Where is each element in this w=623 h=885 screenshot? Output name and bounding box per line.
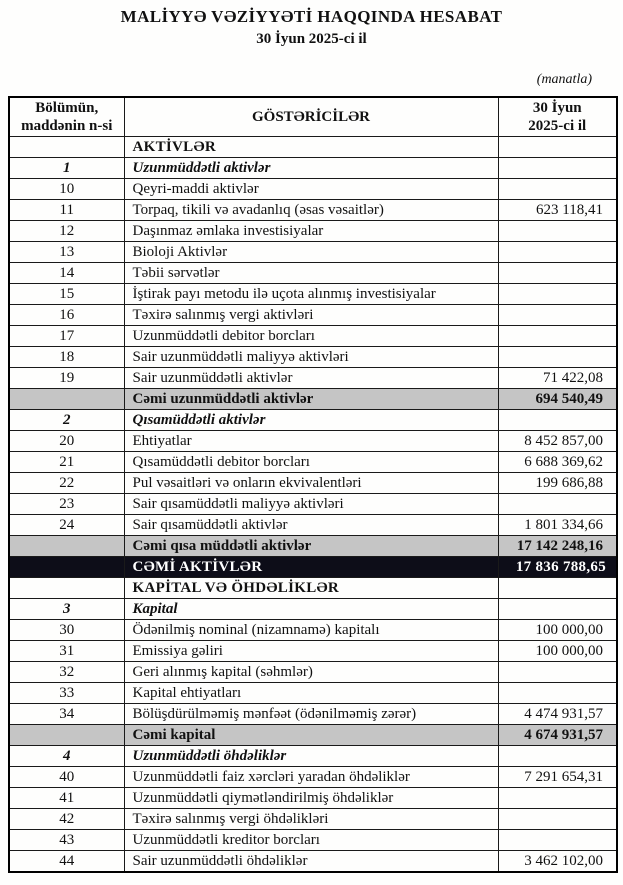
row-value-cell — [498, 221, 617, 242]
table-row — [9, 452, 617, 473]
row-value-cell — [498, 599, 617, 620]
col-header-indicators-label: GÖSTƏRİCİLƏR — [251, 109, 371, 125]
table-row — [9, 368, 617, 389]
row-number-cell: 31 — [9, 641, 124, 662]
col-header-period-line1: 30 İyun — [532, 100, 582, 116]
row-value-cell — [498, 746, 617, 767]
row-value-cell: 7 291 654,31 — [498, 767, 617, 788]
row-label-cell: Emissiya gəliri — [124, 641, 498, 662]
row-value-cell: 100 000,00 — [498, 620, 617, 641]
row-number-cell: 13 — [9, 242, 124, 263]
table-row — [9, 326, 617, 347]
table-row — [9, 221, 617, 242]
row-number-cell: 20 — [9, 431, 124, 452]
col-header-section-line1: Bölümün, — [35, 100, 99, 116]
table-row — [9, 662, 617, 683]
row-value-cell — [498, 347, 617, 368]
row-label-cell: Kapital ehtiyatları — [124, 683, 498, 704]
row-value-cell — [498, 284, 617, 305]
row-value-cell: 17 142 248,16 — [498, 536, 617, 557]
table-row — [9, 389, 617, 410]
row-value-cell: 4 474 931,57 — [498, 704, 617, 725]
table-row — [9, 704, 617, 725]
table-row — [9, 431, 617, 452]
row-value-cell: 8 452 857,00 — [498, 431, 617, 452]
row-value-cell — [498, 242, 617, 263]
row-value-cell: 199 686,88 — [498, 473, 617, 494]
financial-position-table — [8, 96, 618, 873]
row-number-cell: 2 — [9, 410, 124, 431]
col-header-period — [498, 97, 617, 137]
row-number-cell: 15 — [9, 284, 124, 305]
table-row — [9, 347, 617, 368]
row-value-cell: 1 801 334,66 — [498, 515, 617, 536]
row-number-cell: 12 — [9, 221, 124, 242]
row-number-cell: 19 — [9, 368, 124, 389]
table-row — [9, 536, 617, 557]
row-value-cell — [498, 137, 617, 158]
row-value-cell: 623 118,41 — [498, 200, 617, 221]
row-label-cell: Uzunmüddətli öhdəliklər — [124, 746, 498, 767]
row-label-cell: Qeyri-maddi aktivlər — [124, 179, 498, 200]
row-number-cell: 21 — [9, 452, 124, 473]
row-label-cell: Ehtiyatlar — [124, 431, 498, 452]
row-label-cell: Uzunmüddətli qiymətləndirilmiş öhdəliklər — [124, 788, 498, 809]
table-row — [9, 473, 617, 494]
table-row — [9, 746, 617, 767]
row-value-cell: 100 000,00 — [498, 641, 617, 662]
row-label-cell: Geri alınmış kapital (səhmlər) — [124, 662, 498, 683]
row-number-cell — [9, 389, 124, 410]
row-label-cell: Kapital — [124, 599, 498, 620]
header-row — [9, 97, 617, 137]
row-label-cell: Sair uzunmüddətli öhdəliklər — [124, 851, 498, 873]
row-label-cell: Bölüşdürülməmiş mənfəət (ödənilməmiş zərər) — [124, 704, 498, 725]
report-date: 30 İyun 2025-ci il — [256, 31, 367, 47]
row-label-cell: Təbii sərvətlər — [124, 263, 498, 284]
row-number-cell: 1 — [9, 158, 124, 179]
row-number-cell: 3 — [9, 599, 124, 620]
row-number-cell: 43 — [9, 830, 124, 851]
row-label-cell: Uzunmüddətli faiz xərcləri yaradan öhdəliklər — [124, 767, 498, 788]
row-label-cell: İştirak payı metodu ilə uçota alınmış investisiyalar — [124, 284, 498, 305]
row-number-cell — [9, 725, 124, 746]
table-row — [9, 515, 617, 536]
row-label-cell: Uzunmüddətli kreditor borcları — [124, 830, 498, 851]
table-row — [9, 641, 617, 662]
row-number-cell: 11 — [9, 200, 124, 221]
col-header-section-line2: maddənin n-si — [21, 118, 113, 134]
row-label-cell: Sair qısamüddətli maliyyə aktivləri — [124, 494, 498, 515]
row-number-cell — [9, 578, 124, 599]
table-row — [9, 137, 617, 158]
row-number-cell: 41 — [9, 788, 124, 809]
row-label-cell: Uzunmüddətli aktivlər — [124, 158, 498, 179]
row-value-cell: 3 462 102,00 — [498, 851, 617, 873]
report-table-body — [9, 137, 617, 873]
row-value-cell — [498, 662, 617, 683]
row-number-cell: 18 — [9, 347, 124, 368]
table-row — [9, 683, 617, 704]
report-title: MALİYYƏ VƏZİYYƏTİ HAQQINDA HESABAT — [120, 7, 503, 26]
table-row — [9, 410, 617, 431]
row-label-cell: Sair uzunmüddətli maliyyə aktivləri — [124, 347, 498, 368]
row-value-cell — [498, 809, 617, 830]
table-row — [9, 242, 617, 263]
row-value-cell — [498, 494, 617, 515]
row-value-cell — [498, 578, 617, 599]
row-value-cell: 6 688 369,62 — [498, 452, 617, 473]
row-label-cell: Təxirə salınmış vergi öhdəlikləri — [124, 809, 498, 830]
row-value-cell: 17 836 788,65 — [498, 557, 617, 578]
row-number-cell: 34 — [9, 704, 124, 725]
row-label-cell: Uzunmüddətli debitor borcları — [124, 326, 498, 347]
row-value-cell: 4 674 931,57 — [498, 725, 617, 746]
col-header-period-line2: 2025-ci il — [528, 118, 587, 134]
row-number-cell — [9, 557, 124, 578]
row-value-cell — [498, 179, 617, 200]
row-number-cell: 30 — [9, 620, 124, 641]
row-number-cell: 40 — [9, 767, 124, 788]
row-number-cell: 16 — [9, 305, 124, 326]
row-value-cell — [498, 788, 617, 809]
row-label-cell: Ödənilmiş nominal (nizamnamə) kapitalı — [124, 620, 498, 641]
row-label-cell: Qısamüddətli debitor borcları — [124, 452, 498, 473]
row-number-cell: 4 — [9, 746, 124, 767]
row-label-cell: Cəmi kapital — [124, 725, 498, 746]
row-label-cell: Pul vəsaitləri və onların ekvivalentləri — [124, 473, 498, 494]
table-row — [9, 851, 617, 873]
row-label-cell: Sair uzunmüddətli aktivlər — [124, 368, 498, 389]
row-number-cell: 24 — [9, 515, 124, 536]
row-label-cell: Qısamüddətli aktivlər — [124, 410, 498, 431]
table-row — [9, 494, 617, 515]
row-number-cell: 42 — [9, 809, 124, 830]
table-row — [9, 305, 617, 326]
row-value-cell — [498, 305, 617, 326]
row-label-cell: Cəmi qısa müddətli aktivlər — [124, 536, 498, 557]
table-row — [9, 200, 617, 221]
table-row — [9, 599, 617, 620]
table-row — [9, 809, 617, 830]
table-row — [9, 557, 617, 578]
table-header — [9, 97, 617, 137]
row-label-cell: AKTİVLƏR — [124, 137, 498, 158]
col-header-indicators — [124, 97, 498, 137]
currency-note: (manatla) — [536, 72, 592, 87]
row-number-cell: 44 — [9, 851, 124, 873]
row-number-cell: 17 — [9, 326, 124, 347]
table-row — [9, 788, 617, 809]
table-row — [9, 284, 617, 305]
row-number-cell: 22 — [9, 473, 124, 494]
table-row — [9, 725, 617, 746]
table-row — [9, 578, 617, 599]
row-label-cell: Sair qısamüddətli aktivlər — [124, 515, 498, 536]
row-label-cell: Daşınmaz əmlaka investisiyalar — [124, 221, 498, 242]
row-number-cell: 33 — [9, 683, 124, 704]
table-row — [9, 830, 617, 851]
row-label-cell: CƏMİ AKTİVLƏR — [124, 557, 498, 578]
row-number-cell: 10 — [9, 179, 124, 200]
row-label-cell: KAPİTAL VƏ ÖHDƏLİKLƏR — [124, 578, 498, 599]
table-row — [9, 179, 617, 200]
row-value-cell — [498, 158, 617, 179]
row-value-cell — [498, 263, 617, 284]
row-value-cell: 71 422,08 — [498, 368, 617, 389]
row-label-cell: Torpaq, tikili və avadanlıq (əsas vəsaitlər) — [124, 200, 498, 221]
table-row — [9, 767, 617, 788]
col-header-section-number — [9, 97, 124, 137]
table-row — [9, 158, 617, 179]
row-number-cell: 32 — [9, 662, 124, 683]
row-number-cell: 23 — [9, 494, 124, 515]
row-label-cell: Təxirə salınmış vergi aktivləri — [124, 305, 498, 326]
table-row — [9, 263, 617, 284]
row-value-cell: 694 540,49 — [498, 389, 617, 410]
row-value-cell — [498, 410, 617, 431]
row-label-cell: Bioloji Aktivlər — [124, 242, 498, 263]
table-row — [9, 620, 617, 641]
row-label-cell: Cəmi uzunmüddətli aktivlər — [124, 389, 498, 410]
row-number-cell: 14 — [9, 263, 124, 284]
row-number-cell — [9, 137, 124, 158]
row-value-cell — [498, 326, 617, 347]
row-number-cell — [9, 536, 124, 557]
row-value-cell — [498, 830, 617, 851]
row-value-cell — [498, 683, 617, 704]
